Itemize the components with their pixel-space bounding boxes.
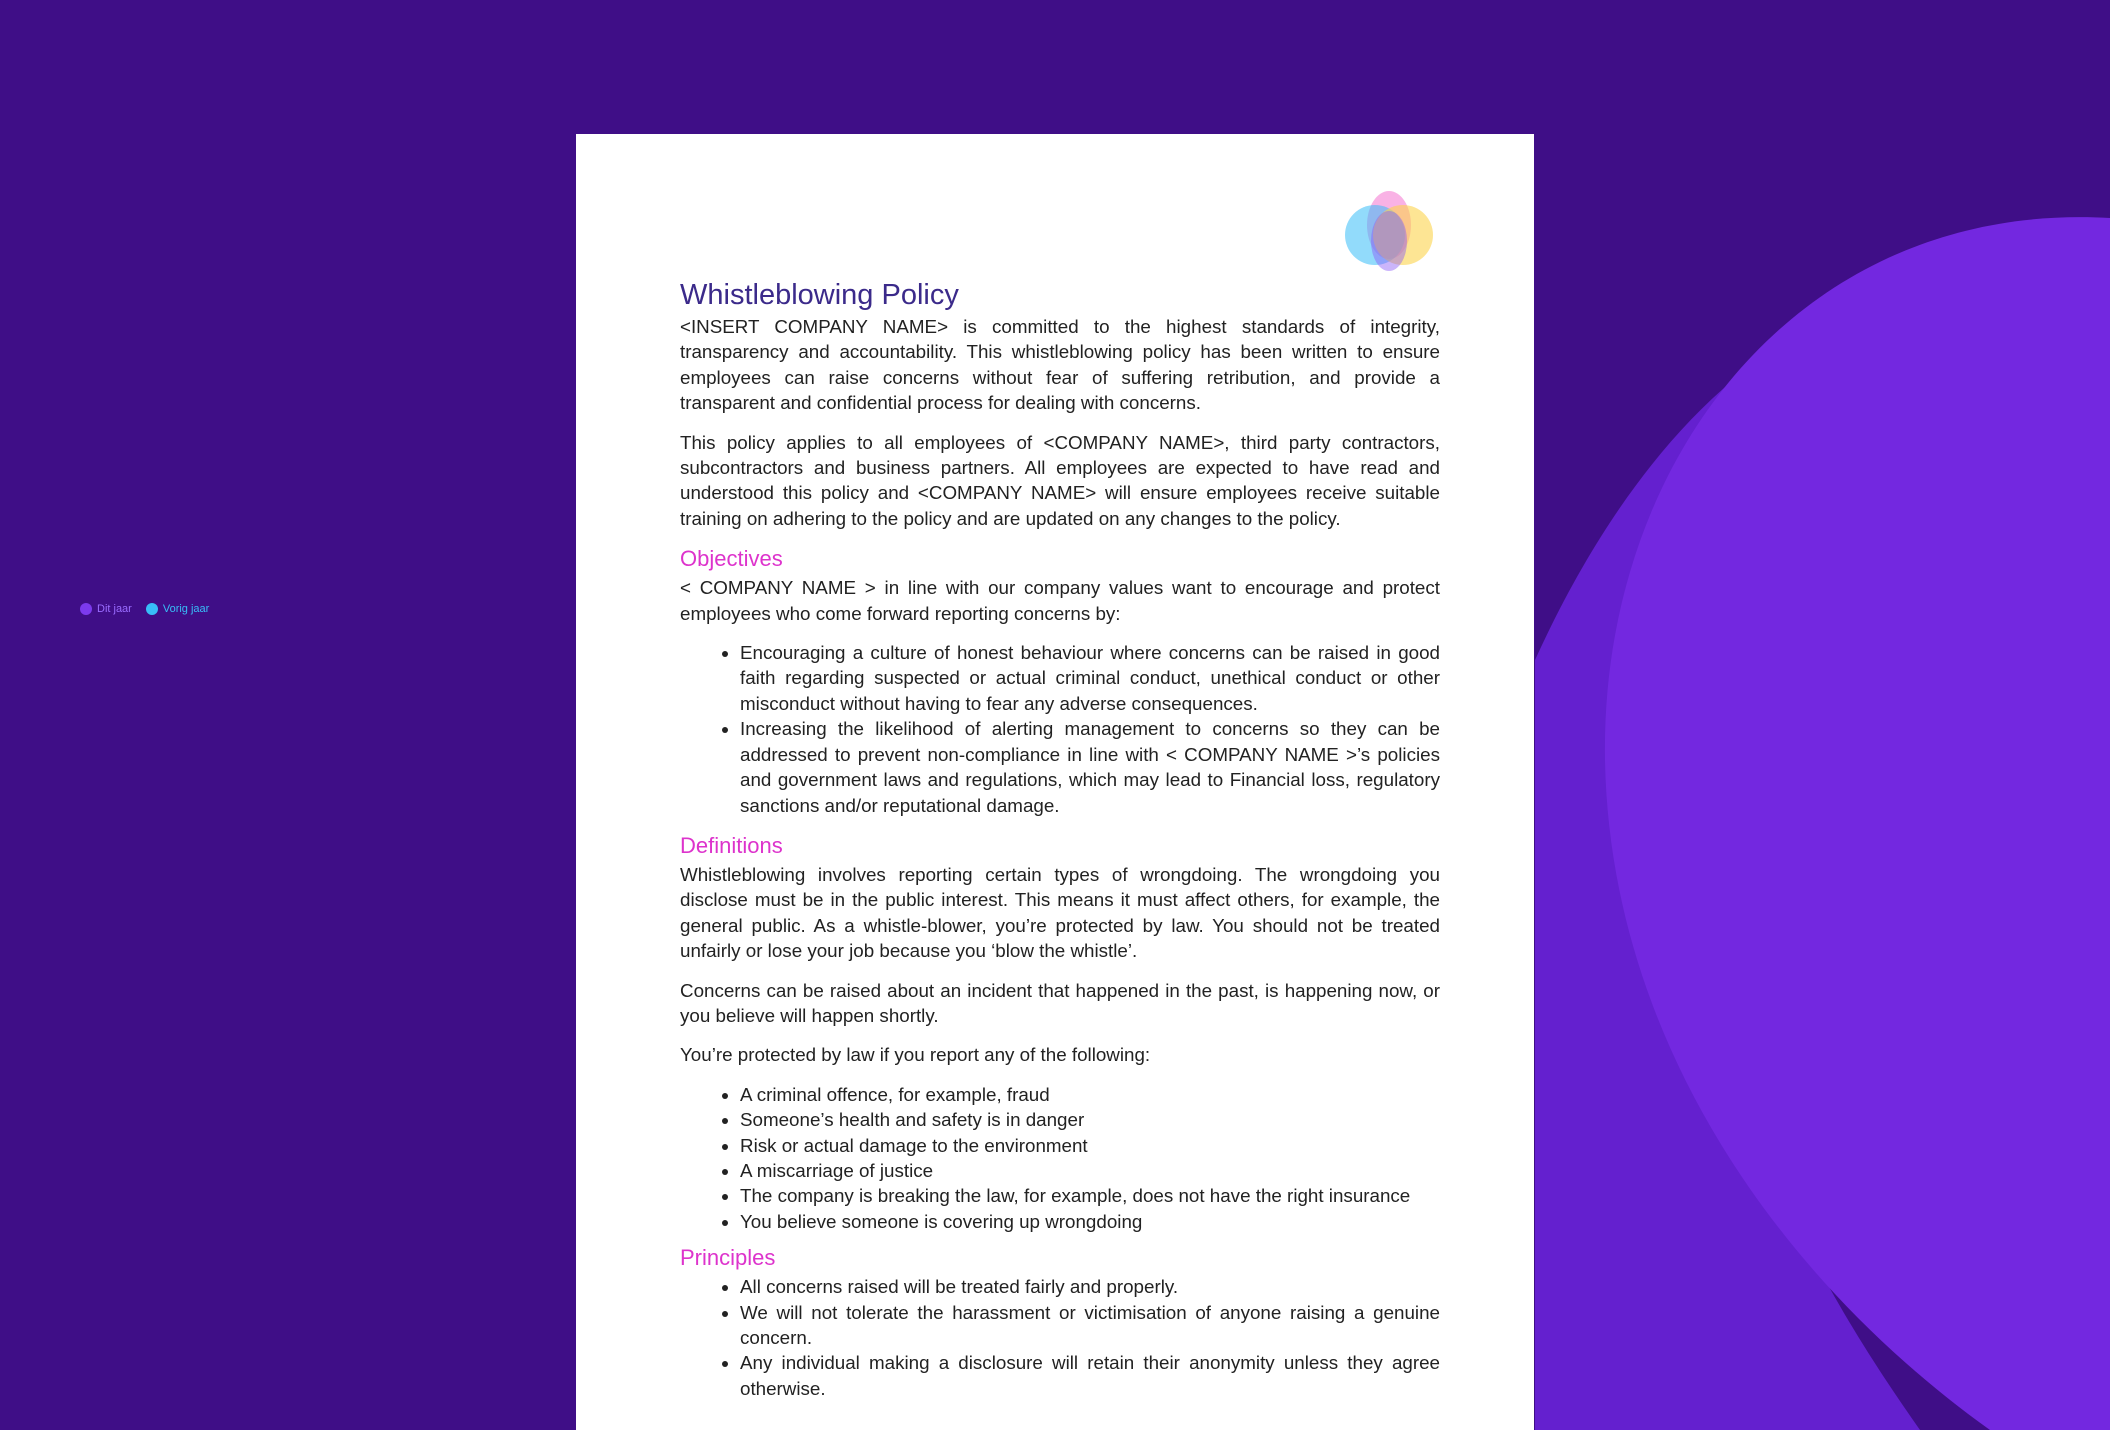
document-body bbox=[680, 134, 1440, 1401]
list-item: • Encouraging a culture of honest behaviour where concerns can be raised in good faith regarding suspected or actual criminal conduct, unethical conduct or other misconduct without having to fear any adverse consequences. bbox=[740, 640, 1440, 716]
list-item: • All concerns raised will be treated fairly and properly. bbox=[740, 1274, 1440, 1299]
list-item: • Increasing the likelihood of alerting management to concerns so they can be addressed to prevent non-compliance in line with < COMPANY NAME >’s policies and government laws and regulations, which may lead to Financial loss, regulatory sanctions and/or reputational damage. bbox=[740, 716, 1440, 818]
definitions-list bbox=[680, 1082, 1440, 1234]
list-item: • We will not tolerate the harassment or victimisation of anyone raising a genuine concern. bbox=[740, 1300, 1440, 1351]
principles-list bbox=[680, 1274, 1440, 1401]
document-title: Whistleblowing Policy bbox=[680, 279, 959, 311]
intro-paragraph: <INSERT COMPANY NAME> is committed to the highest standards of integrity, transparency and accountability. This whistleblowing policy has been written to ensure employees can raise concerns without fear of suffering retribution, and provide a transparent and confidential process for dealing with concerns. bbox=[680, 316, 1440, 414]
legend-label: Dit jaar bbox=[97, 603, 132, 615]
list-item: • The company is breaking the law, for example, does not have the right insurance bbox=[740, 1183, 1440, 1208]
objectives-intro: < COMPANY NAME > in line with our company values want to encourage and protect employees who come forward reporting concerns by: bbox=[680, 577, 1440, 624]
objectives-list bbox=[680, 640, 1440, 818]
scope-paragraph: This policy applies to all employees of <COMPANY NAME>, third party contractors, subcontractors and business partners. All employees are expected to have read and understood this policy and <COMPANY NAME> will ensure employees receive suitable training on adhering to the policy and are updated on any changes to the policy. bbox=[680, 431, 1440, 529]
principles-heading: Principles bbox=[680, 1245, 776, 1271]
definitions-paragraph-1: Whistleblowing involves reporting certain types of wrongdoing. The wrongdoing you disclose must be in the public interest. This means it must affect others, for example, the general public. As a whistle-blower, you’re protected by law. You should not be treated unfairly or lose your job because you ‘blow the whistle’. bbox=[680, 863, 1440, 962]
definitions-paragraph-3: You’re protected by law if you report any of the following: bbox=[680, 1044, 1151, 1066]
list-item: • You believe someone is covering up wrongdoing bbox=[740, 1209, 1440, 1234]
legend-dot-icon bbox=[80, 603, 92, 615]
chart-legend bbox=[80, 603, 209, 615]
list-item: • A criminal offence, for example, fraud bbox=[740, 1082, 1440, 1107]
legend-dot-icon bbox=[146, 603, 158, 615]
company-logo-icon bbox=[1339, 189, 1437, 273]
legend-label: Vorig jaar bbox=[162, 603, 210, 615]
legend-item-this-year bbox=[80, 603, 132, 615]
objectives-heading: Objectives bbox=[680, 546, 783, 572]
list-item: • Any individual making a disclosure will retain their anonymity unless they agree otherwise. bbox=[740, 1350, 1440, 1401]
definitions-paragraph-2: Concerns can be raised about an incident that happened in the past, is happening now, or you believe will happen shortly. bbox=[680, 979, 1440, 1026]
document-page bbox=[576, 134, 1534, 1430]
definitions-heading: Definitions bbox=[680, 832, 783, 858]
list-item: • Risk or actual damage to the environment bbox=[740, 1133, 1440, 1158]
list-item: • Someone’s health and safety is in danger bbox=[740, 1107, 1440, 1132]
legend-item-last-year bbox=[146, 603, 209, 615]
list-item: • A miscarriage of justice bbox=[740, 1158, 1440, 1183]
